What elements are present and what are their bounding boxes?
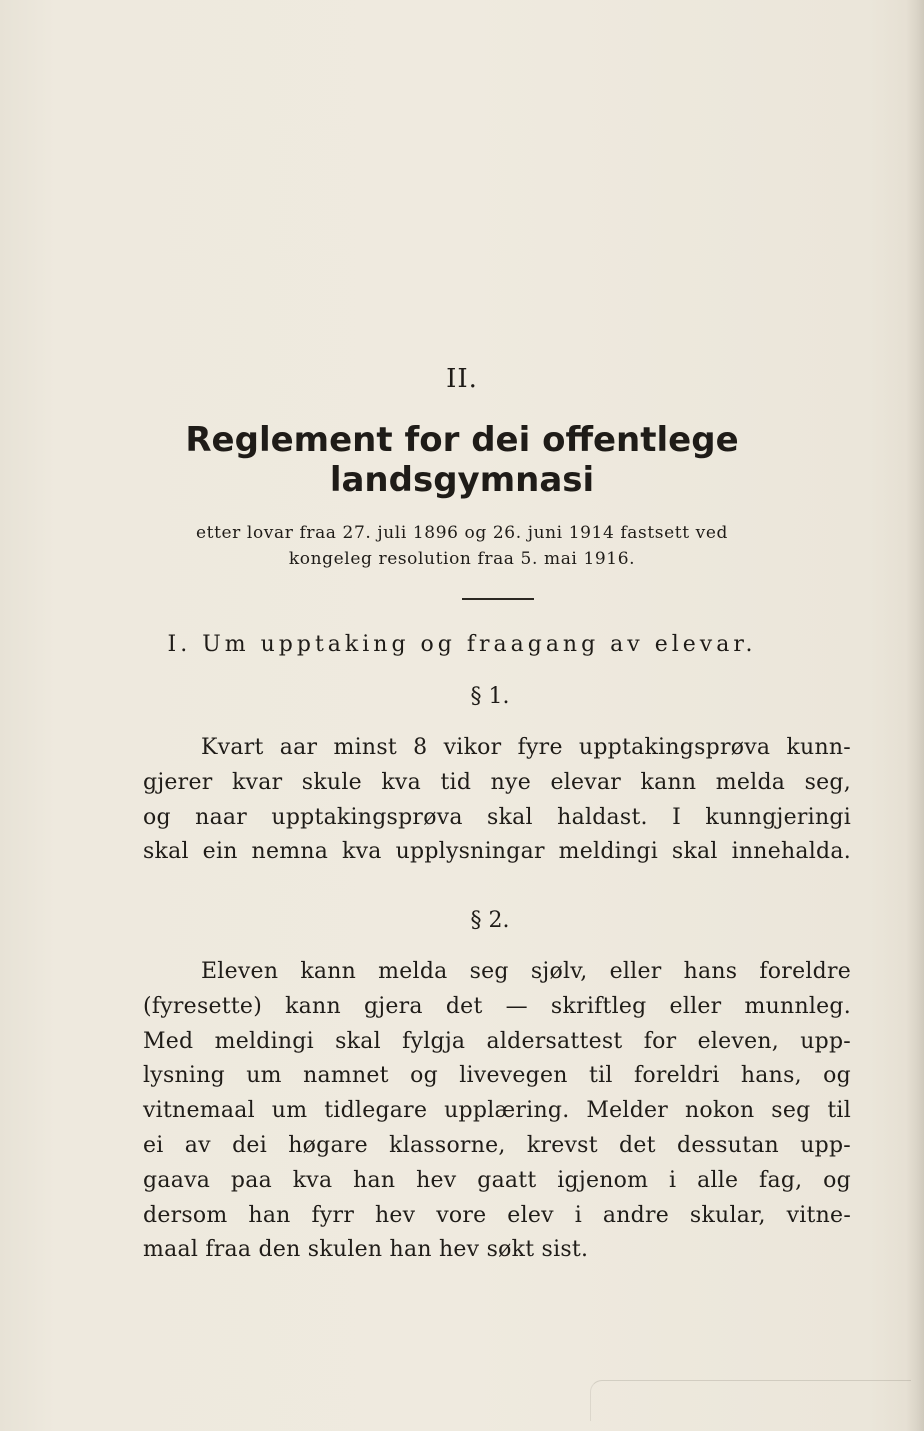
title-line-1: Reglement for dei offentlege — [185, 420, 739, 460]
paragraph-line: maal fraa den skulen han hev søkt sist. — [143, 1237, 589, 1263]
section-1-paragraph — [143, 731, 851, 870]
paragraph-line: gjerer kvar skule kva tid nye elevar kann melda seg, — [143, 769, 851, 795]
subtitle-line-1: etter lovar fraa 27. juli 1896 og 26. juni 1914 fastsett ved — [196, 523, 728, 543]
section-2-paragraph — [143, 955, 851, 1268]
paragraph-line: (fyresette) kann gjera det — skriftleg eller munnleg. — [143, 993, 851, 1019]
page-edge-shadow — [906, 0, 924, 1431]
paragraph-line: vitnemaal um tidlegare upplæring. Melder nokon seg til — [143, 1098, 851, 1124]
document-subtitle — [0, 520, 924, 572]
document-title — [0, 420, 924, 500]
paragraph-line: dersom han fyrr hev vore elev i andre skular, vitne- — [143, 1202, 851, 1228]
roman-numeral-heading: II. — [446, 364, 478, 394]
paragraph-line: Eleven kann melda seg sjølv, eller hans foreldre — [201, 959, 851, 984]
paragraph-line: Kvart aar minst 8 vikor fyre upptakingsprøva kunn- — [201, 735, 851, 760]
subtitle-line-2: kongeleg resolution fraa 5. mai 1916. — [288, 549, 636, 569]
paragraph-line: Med meldingi skal fylgja aldersattest for eleven, upp- — [143, 1028, 851, 1054]
paragraph-line: ei av dei høgare klassorne, krevst det dessutan upp- — [143, 1132, 851, 1158]
paragraph-line: lysning um namnet og livevegen til foreldri hans, og — [143, 1063, 851, 1089]
paragraph-line: gaava paa kva han hev gaatt igjenom i alle fag, og — [143, 1167, 851, 1193]
page-corner-fold — [590, 1380, 911, 1421]
section-2-mark: § 2. — [470, 908, 510, 933]
section-divider — [462, 598, 534, 600]
section-1-mark: § 1. — [470, 684, 510, 709]
chapter-heading: I. Um upptaking og fraagang av elevar. — [167, 632, 757, 657]
paragraph-line: og naar upptakingsprøva skal haldast. I kunngjeringi — [143, 804, 851, 830]
title-line-2: landsgymnasi — [329, 460, 595, 500]
paragraph-line: skal ein nemna kva upplysningar meldingi skal innehalda. — [143, 839, 851, 865]
